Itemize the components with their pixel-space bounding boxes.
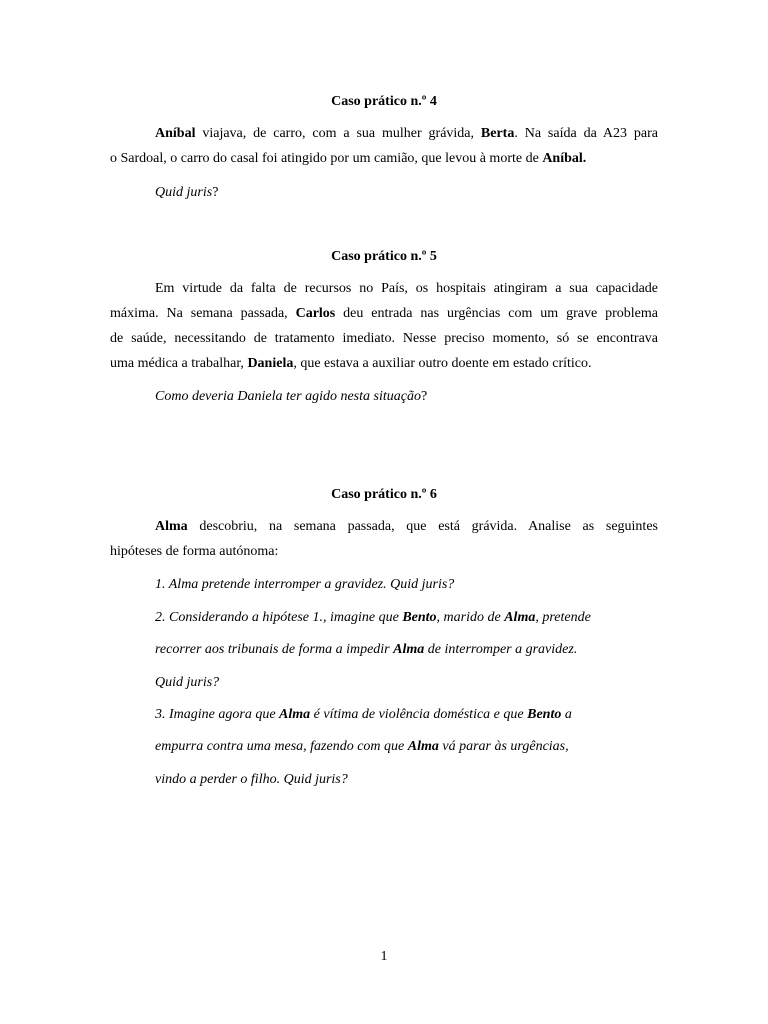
case-5-line-4: uma médica a trabalhar, Daniela, que estava a auxiliar outro doente em estado crítico. [110,356,592,371]
case-5-line-3: de saúde, necessitando de tratamento imediato. Nesse preciso momento, só se encontrava [110,331,658,346]
name-bento: Bento [402,610,437,625]
case-4-title: Caso prático n.º 4 [331,94,437,109]
case-4-line-2: o Sardoal, o carro do casal foi atingido por um camião, que levou à morte de Aníbal. [110,151,587,166]
case-5-line-1: Em virtude da falta de recursos no País, os hospitais atingiram a sua capacidade [155,281,658,296]
name-daniela: Daniela [247,356,294,371]
hypothesis-3-line-3: vindo a perder o filho. Quid juris? [155,772,348,787]
case-6-line-2: hipóteses de forma autónoma: [110,544,279,559]
case-5-line-2: máxima. Na semana passada, Carlos deu entrada nas urgências com um grave problema [110,306,658,321]
name-berta: Berta [480,126,515,141]
case-5-question: Como deveria Daniela ter agido nesta situação? [155,389,428,404]
case-4-line-1: Aníbal viajava, de carro, com a sua mulher grávida, Berta. Na saída da A23 para [155,126,658,141]
case-6-title: Caso prático n.º 6 [331,487,437,502]
name-alma: Alma [279,707,311,722]
hypothesis-3-line-2: empurra contra uma mesa, fazendo com que Alma vá parar às urgências, [155,739,569,754]
page-number: 1 [380,949,388,964]
name-alma: Alma [393,642,425,657]
case-6-line-1: Alma descobriu, na semana passada, que está grávida. Analise as seguintes [155,519,658,534]
case-4-question: Quid juris? [155,185,219,200]
hypothesis-3-line-1: 3. Imagine agora que Alma é vítima de violência doméstica e que Bento a [155,707,572,722]
name-bento: Bento [527,707,562,722]
hypothesis-2-line-2: recorrer aos tribunais de forma a impedir Alma de interromper a gravidez. [155,642,578,657]
name-anibal: Aníbal [155,126,196,141]
name-anibal-2: Aníbal. [542,151,587,166]
name-carlos: Carlos [295,306,336,321]
hypothesis-2-line-3: Quid juris? [155,675,220,690]
hypothesis-2-line-1: 2. Considerando a hipótese 1., imagine que Bento, marido de Alma, pretende [155,610,591,625]
case-5-title: Caso prático n.º 5 [331,249,437,264]
name-alma: Alma [407,739,439,754]
name-alma: Alma [155,519,188,534]
hypothesis-1: 1. Alma pretende interromper a gravidez. Quid juris? [155,577,455,592]
name-alma: Alma [504,610,536,625]
